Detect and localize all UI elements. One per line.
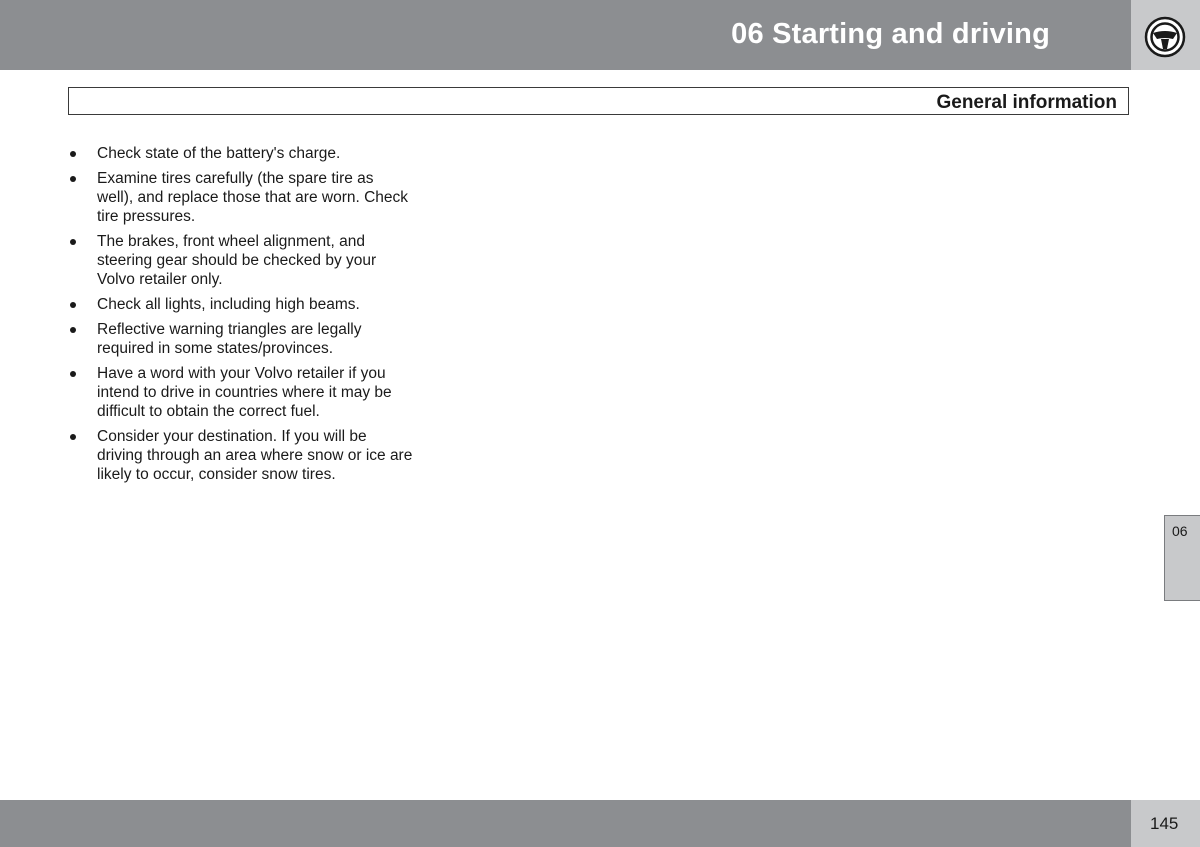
bullet-icon [70,176,76,182]
list-item [68,169,413,226]
header-bar [0,0,1131,70]
chapter-icon-box [1131,0,1200,70]
list-item-text: Examine tires carefully (the spare tire as well), and replace those that are worn. Check tire pressures. [97,170,409,225]
bullet-icon [70,151,76,157]
page-number-box [1131,800,1200,847]
list-item [68,232,413,289]
list-item-text: Have a word with your Volvo retailer if you intend to drive in countries where it may be difficult to obtain the correct fuel. [97,365,392,420]
list-item-text: Reflective warning triangles are legally required in some states/provinces. [97,321,362,357]
list-item [68,320,413,358]
bullet-icon [70,434,76,440]
list-item-text: The brakes, front wheel alignment, and steering gear should be checked by your Volvo retailer only. [97,233,377,288]
steering-wheel-icon [1144,16,1186,58]
section-title: General information [936,92,1117,113]
bullet-icon [70,371,76,377]
chapter-title: 06 Starting and driving [731,18,1050,50]
bullet-icon [70,239,76,245]
list-item-text: Check state of the battery's charge. [97,145,341,162]
list-item-text: Consider your destination. If you will be driving through an area where snow or ice are likely to occur, consider snow tires. [97,428,413,483]
list-item [68,364,413,421]
list-item [68,427,413,484]
section-header-box [68,87,1129,115]
bullet-list [68,144,413,490]
list-item [68,295,413,314]
footer-bar [0,800,1131,847]
list-item [68,144,413,163]
bullet-icon [70,327,76,333]
page-number: 145 [1150,814,1179,833]
chapter-tab-label: 06 [1172,523,1188,539]
list-item-text: Check all lights, including high beams. [97,296,360,313]
bullet-icon [70,302,76,308]
chapter-side-tab [1164,515,1200,601]
